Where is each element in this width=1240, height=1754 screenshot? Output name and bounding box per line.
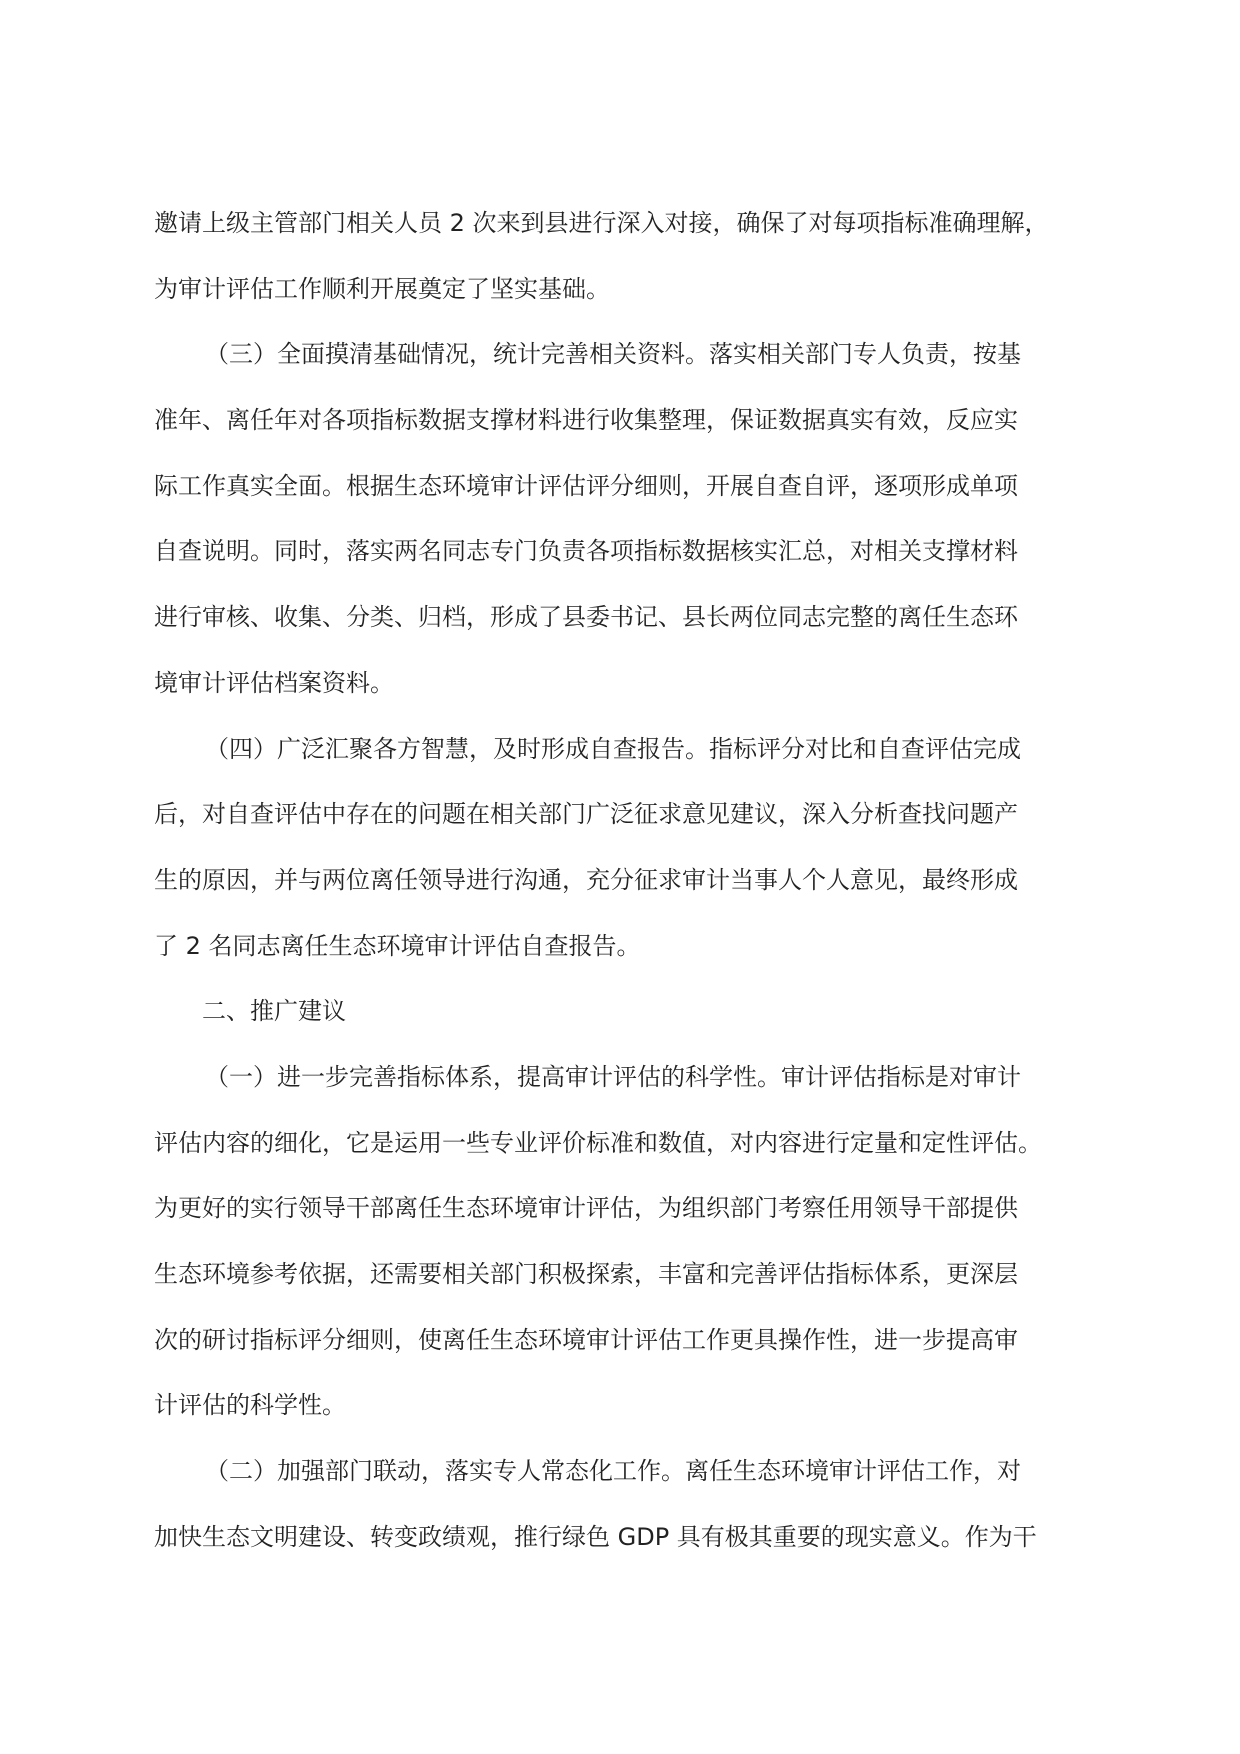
body-line: 进行审核、收集、分类、归档，形成了县委书记、县长两位同志完整的离任生态环: [154, 603, 1018, 632]
body-line: 评估内容的细化，它是运用一些专业评价标准和数值，对内容进行定量和定性评估。: [154, 1128, 1042, 1157]
body-line: 自查说明。同时，落实两名同志专门负责各项指标数据核实汇总，对相关支撑材料: [154, 537, 1018, 566]
document-body: [154, 191, 1094, 1570]
paragraph-start-line: （二）加强部门联动，落实专人常态化工作。离任生态环境审计评估工作，对: [205, 1457, 1021, 1486]
body-line: 加快生态文明建设、转变政绩观，推行绿色 GDP 具有极其重要的现实意义。作为干: [154, 1522, 1037, 1551]
section-heading: 二、推广建议: [202, 997, 346, 1026]
body-line: 邀请上级主管部门相关人员 2 次来到县进行深入对接，确保了对每项指标准确理解，: [154, 209, 1049, 237]
body-line: 生态环境参考依据，还需要相关部门积极探索，丰富和完善评估指标体系，更深层: [154, 1260, 1018, 1288]
paragraph-start-line: （一）进一步完善指标体系，提高审计评估的科学性。审计评估指标是对审计: [205, 1062, 1021, 1091]
body-line: 了 2 名同志离任生态环境审计评估自查报告。: [154, 931, 641, 960]
body-line: 后，对自查评估中存在的问题在相关部门广泛征求意见建议，深入分析查找问题产: [154, 800, 1018, 829]
body-line: 准年、离任年对各项指标数据支撑材料进行收集整理，保证数据真实有效，反应实: [154, 406, 1018, 435]
body-line: 生的原因，并与两位离任领导进行沟通，充分征求审计当事人个人意见，最终形成: [154, 865, 1018, 894]
body-line: 计评估的科学性。: [154, 1391, 346, 1420]
body-line: 境审计评估档案资料。: [154, 668, 394, 697]
body-line: 际工作真实全面。根据生态环境审计评估评分细则，开展自查自评，逐项形成单项: [154, 471, 1018, 500]
paragraph-start-line: （四）广泛汇聚各方智慧，及时形成自查报告。指标评分对比和自查评估完成: [205, 734, 1021, 763]
body-line: 为更好的实行领导干部离任生态环境审计评估，为组织部门考察任用领导干部提供: [154, 1194, 1018, 1223]
body-line: 为审计评估工作顺利开展奠定了坚实基础。: [154, 274, 610, 303]
body-line: 次的研讨指标评分细则，使离任生态环境审计评估工作更具操作性，进一步提高审: [154, 1325, 1018, 1354]
paragraph-start-line: （三）全面摸清基础情况，统计完善相关资料。落实相关部门专人负责，按基: [205, 340, 1021, 369]
